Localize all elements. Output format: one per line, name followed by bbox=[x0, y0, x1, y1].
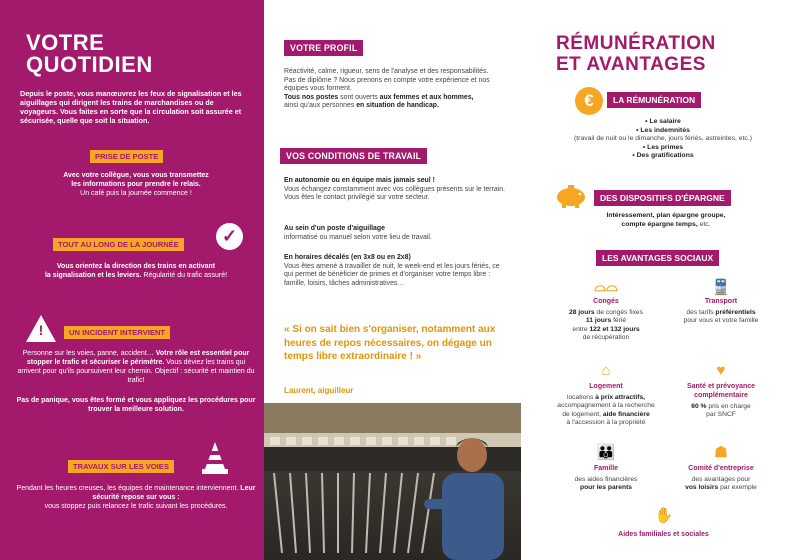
testimonial-author: Laurent, aiguilleur bbox=[284, 386, 354, 395]
epargne-text: Intéressement, plan épargne groupe, compte épargne temps, etc. bbox=[606, 212, 726, 228]
avantages-sociaux-label: LES AVANTAGES SOCIAUX bbox=[596, 250, 719, 266]
panique-text: Pas de panique, vous êtes formé et vous appliquez les procédures pour trouver la meilleure solution. bbox=[16, 397, 256, 413]
conges-title: Congés bbox=[593, 298, 619, 305]
profil-column bbox=[264, 0, 521, 560]
poste-text: Au sein d'un poste d'aiguillage informatisé ou manuel selon votre lieu de travail. bbox=[284, 225, 432, 241]
profil-label: VOTRE PROFIL bbox=[284, 40, 363, 56]
epargne-label: DES DISPOSITIFS D'ÉPARGNE bbox=[594, 190, 731, 206]
quotidien-title: VOTRE QUOTIDIEN bbox=[26, 30, 153, 77]
family-icon: 👪 bbox=[596, 444, 616, 461]
logement-text: locations à prix attractifs, accompagnement à la recherche de logement, aide financière à l'accession à la propriété bbox=[557, 394, 655, 427]
logement-title: Logement bbox=[589, 383, 623, 390]
journee-label: TOUT AU LONG DE LA JOURNÉE bbox=[53, 238, 184, 251]
prise-de-poste-text: Avec votre collègue, vous vous transmettez les informations pour prendre le relais. Un café puis la journée commence ! bbox=[63, 172, 209, 197]
testimonial-quote: « Si on sait bien s'organiser, notamment aux heures de repos nécessaires, on dégage un temps libre extraordinaire ! » bbox=[284, 324, 496, 362]
glasses-icon: ⌓⌓ bbox=[594, 278, 618, 295]
famille-title: Famille bbox=[593, 465, 619, 472]
travaux-text: Pendant les heures creuses, les équipes de maintenance interviennent. Leur sécurité repose sur vous : vous stoppez puis relancez le trafic suivant les procédures. bbox=[16, 485, 256, 510]
sante-text: 60 % pris en charge par SNCF bbox=[691, 403, 751, 419]
handshake-house-icon: ⌂ bbox=[601, 362, 611, 379]
euro-coin-icon: € bbox=[575, 87, 603, 115]
transport-title: Transport bbox=[704, 298, 738, 305]
remuneration-title: RÉMUNÉRATION ET AVANTAGES bbox=[556, 33, 716, 75]
piggy-bank-icon bbox=[554, 184, 588, 208]
conditions-label: VOS CONDITIONS DE TRAVAIL bbox=[280, 148, 427, 164]
incident-text: Personne sur les voies, panne, accident… Votre rôle est essentiel pour stopper le trafic et sécuriser le périmètre. Vous déviez les trains qui arrivent pour qu'ils poursuivent leur chemin. Objectif : sécurité et maintien du trafic! bbox=[17, 350, 255, 384]
sante-title: Santé et prévoyance complémentaire bbox=[686, 383, 756, 399]
check-icon: ✓ bbox=[216, 223, 243, 250]
photo-illustration bbox=[264, 403, 521, 560]
horaires-text: En horaires décalés (en 3x8 ou en 2x8) Vous êtes amené à travailler de nuit, le week-end et les jours fériés, ce qui permet de bénéficier de primes et d'organiser votre temps libre : famille, loisirs, tâches administratives… bbox=[284, 254, 500, 287]
remuneration-list: • Le salaire • Les indemnités (travail de nuit ou le dimanche, jours fériés, astreintes, etc.) • Les primes • Des gratifications bbox=[574, 118, 752, 160]
traffic-cone-icon bbox=[202, 441, 228, 475]
profil-text: Réactivité, calme, rigueur, sens de l'analyse et des responsabilités. Pas de diplôme ? Nous prenons en compte votre expérience et nos équipes vous forment. Tous nos postes sont ouverts aux femmes et aux hommes, ainsi qu'aux personnes en situation de handicap. bbox=[284, 68, 490, 110]
prise-de-poste-label: PRISE DE POSTE bbox=[90, 150, 163, 163]
warning-mark: ! bbox=[38, 322, 44, 338]
quotidien-intro: Depuis le poste, vous manœuvrez les feux de signalisation et les aiguillages qui dirigent les trains de marchandises ou de voyageurs. Vous faites en sorte que la circulation soit assurée et sécurisée, quelle que soit la situation. bbox=[20, 89, 242, 125]
remuneration-column bbox=[521, 0, 795, 560]
famille-text: des aides financières pour les parents bbox=[574, 476, 638, 492]
remuneration-label: LA RÉMUNÉRATION bbox=[607, 92, 701, 108]
travaux-label: TRAVAUX SUR LES VOIES bbox=[68, 460, 174, 473]
autonomie-text: En autonomie ou en équipe mais jamais seul ! Vous échangez constamment avec vos collègues présents sur le terrain. Vous êtes le contact privilégié sur votre secteur. bbox=[284, 177, 506, 202]
journee-text: Vous orientez la direction des trains en activant la signalisation et les leviers. Régularité du trafic assuré! bbox=[44, 263, 228, 279]
quotidien-panel bbox=[0, 0, 264, 560]
train-icon: 🚆 bbox=[711, 279, 731, 296]
hand-coins-icon: ✋ bbox=[654, 507, 674, 524]
comite-title: Comité d'entreprise bbox=[688, 465, 754, 472]
heart-pulse-icon: ♥ bbox=[716, 362, 726, 379]
aiguilleur-photo bbox=[264, 403, 521, 560]
aides-title: Aides familiales et sociales bbox=[618, 531, 709, 538]
incident-label: UN INCIDENT INTERVIENT bbox=[64, 326, 170, 339]
conges-text: 28 jours de congés fixes 11 jours férié entre 122 et 132 jours de récupération bbox=[569, 309, 643, 342]
group-icon: ☗ bbox=[714, 444, 728, 461]
transport-text: des tarifs préférentiels pour vous et votre famille bbox=[683, 309, 759, 325]
comite-text: des avantages pour vos loisirs par exemple bbox=[685, 476, 757, 492]
